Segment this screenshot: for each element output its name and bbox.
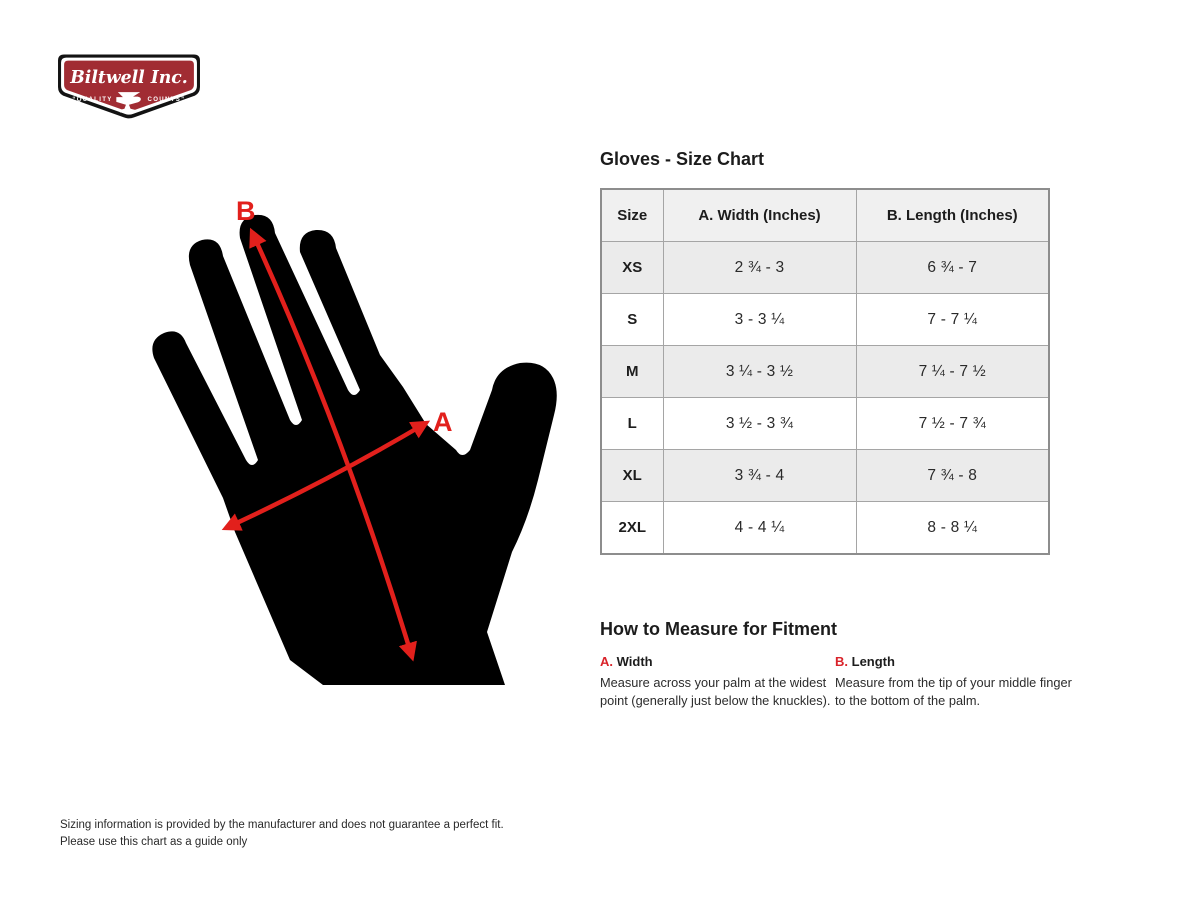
glove-size-table bbox=[600, 188, 1050, 555]
width-range: 3 ¼ - 3 ½ bbox=[663, 346, 856, 398]
measure-item-heading bbox=[600, 654, 835, 669]
width-range: 2 ¾ - 3 bbox=[663, 242, 856, 294]
measure-item-heading bbox=[835, 654, 1080, 669]
measure-key-a: A. bbox=[600, 654, 613, 669]
size-label: S bbox=[601, 294, 663, 346]
logo-tagline-left: “QUALITY bbox=[72, 96, 113, 104]
size-label: XS bbox=[601, 242, 663, 294]
measure-item-length bbox=[835, 654, 1080, 709]
width-range: 3 ½ - 3 ¾ bbox=[663, 398, 856, 450]
how-to-measure-section bbox=[600, 619, 1080, 709]
disclaimer-line-1: Sizing information is provided by the manufacturer and does not guarantee a perfect fit. bbox=[60, 819, 504, 831]
logo-tagline-right: COUNTS” bbox=[147, 96, 186, 104]
table-header-row bbox=[601, 189, 1049, 242]
length-range: 8 - 8 ¼ bbox=[856, 502, 1049, 555]
logo-brand-text: Biltwell Inc. bbox=[70, 67, 188, 88]
size-label: M bbox=[601, 346, 663, 398]
size-label: 2XL bbox=[601, 502, 663, 555]
sizing-disclaimer bbox=[60, 817, 504, 852]
hand-measure-diagram bbox=[140, 180, 580, 720]
biltwell-logo bbox=[57, 53, 201, 121]
table-row bbox=[601, 502, 1049, 555]
length-range: 7 ¾ - 8 bbox=[856, 450, 1049, 502]
measure-label-width: Width bbox=[616, 654, 653, 669]
table-row bbox=[601, 346, 1049, 398]
table-row bbox=[601, 294, 1049, 346]
size-label: L bbox=[601, 398, 663, 450]
width-range: 3 ¾ - 4 bbox=[663, 450, 856, 502]
size-label: XL bbox=[601, 450, 663, 502]
length-range: 7 ½ - 7 ¾ bbox=[856, 398, 1049, 450]
disclaimer-line-2: Please use this chart as a guide only bbox=[60, 836, 248, 849]
hand-silhouette bbox=[152, 215, 556, 685]
table-row bbox=[601, 450, 1049, 502]
diagram-label-b: B bbox=[236, 196, 256, 226]
table-row bbox=[601, 398, 1049, 450]
column-header-width: A. Width (Inches) bbox=[663, 189, 856, 242]
length-range: 7 - 7 ¼ bbox=[856, 294, 1049, 346]
length-range: 6 ¾ - 7 bbox=[856, 242, 1049, 294]
how-to-measure-title: How to Measure for Fitment bbox=[600, 619, 838, 639]
length-range: 7 ¼ - 7 ½ bbox=[856, 346, 1049, 398]
column-header-size: Size bbox=[601, 189, 663, 242]
diagram-label-a: A bbox=[433, 407, 453, 437]
width-range: 4 - 4 ¼ bbox=[663, 502, 856, 555]
measure-instructions-length: Measure from the tip of your middle finger to the bottom of the palm. bbox=[835, 675, 1072, 708]
measure-label-length: Length bbox=[851, 654, 895, 669]
width-range: 3 - 3 ¼ bbox=[663, 294, 856, 346]
column-header-length: B. Length (Inches) bbox=[856, 189, 1049, 242]
measure-item-width bbox=[600, 654, 835, 709]
table-row bbox=[601, 242, 1049, 294]
size-chart-title: Gloves - Size Chart bbox=[600, 149, 765, 169]
measure-key-b: B. bbox=[835, 654, 848, 669]
measure-instructions-width: Measure across your palm at the widest point (generally just below the knuckles). bbox=[600, 675, 831, 708]
